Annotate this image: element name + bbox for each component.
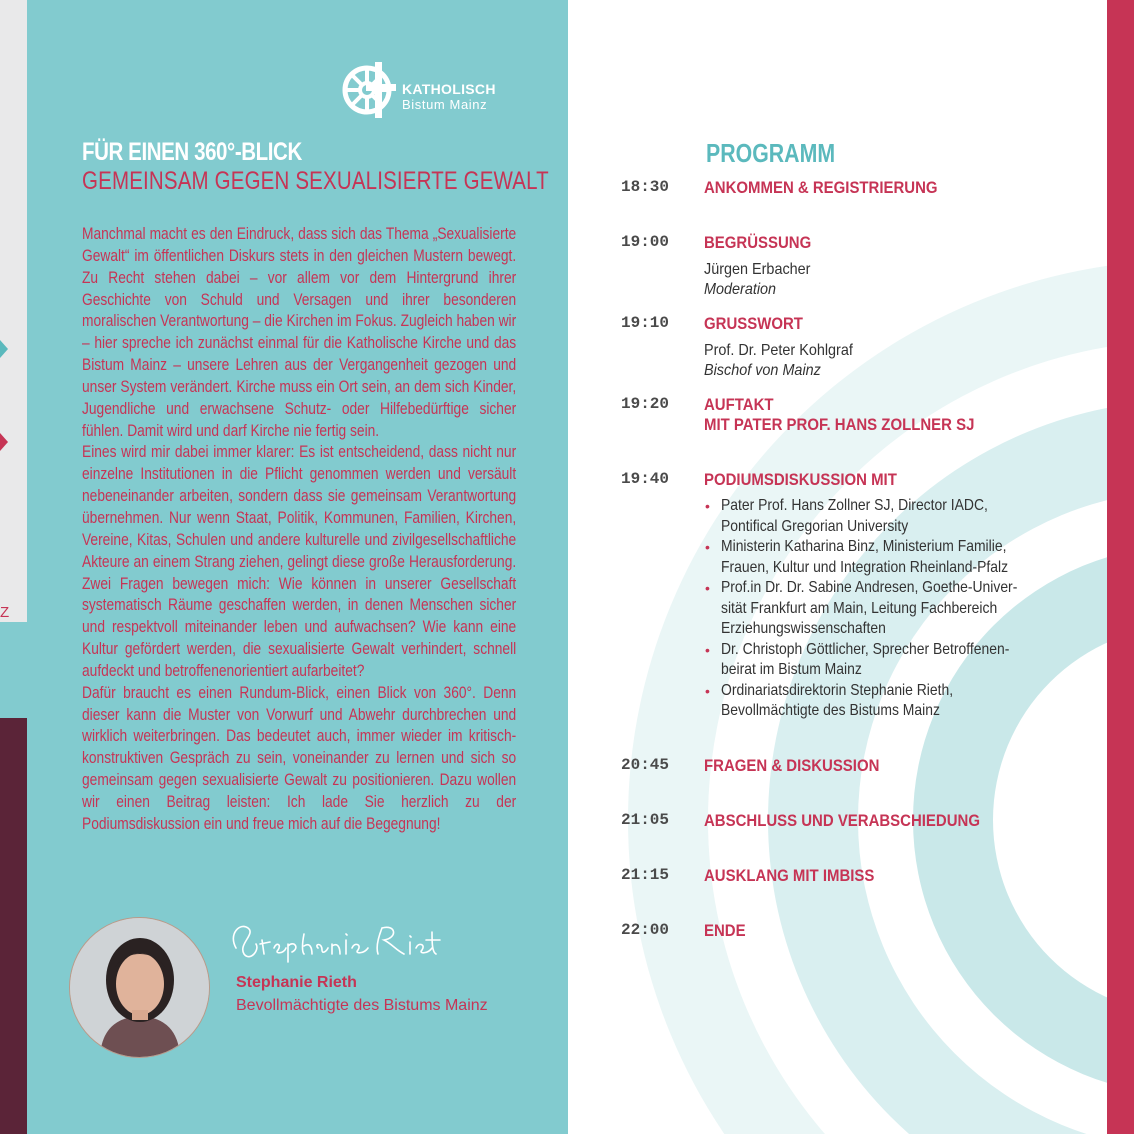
program-title: PROGRAMM (706, 138, 836, 168)
entry-time: 19:40 (621, 470, 670, 488)
entry-title: ANKOMMEN & REGISTRIERUNG (704, 178, 938, 197)
entry-title: FRAGEN & DISKUSSION (704, 756, 880, 775)
panelist-list (704, 496, 1094, 722)
entry-role: Moderation (704, 281, 777, 298)
entry-time: 21:05 (621, 811, 670, 829)
entry-title: GRUSSWORT (704, 314, 803, 333)
entry-title: ENDE (704, 921, 746, 940)
intro-paragraph-2: Eines wird mir dabei immer klarer: Es ist entscheidend, dass nicht nur einzelne Institutionen in die Pflicht genommen werden und versäult nebeneinander arbeiten, sondern dass sie gemeinsam Verantwortung übernehmen. Nur wenn Staat, Politik, Kommunen, Familien, Kirchen, Vereine, Kitas, Schulen und andere kulturelle und zivilgesellschaftliche Akteure an einem Strang ziehen, gelingt diese große Herausforderung. Zwei Fragen bewegen mich: Wie können in unserer Gesellschaft systematisch Räume geschaffen werden, in denen Menschen sicher und respektvoll miteinander leben und aufwachsen? Wie kann eine Kultur gefördert werden, die sexualisierte Gewalt verhindert, schnell aufdeckt und betroffenenorientiert aufarbeitet? (82, 443, 516, 680)
entry-time: 22:00 (621, 921, 670, 939)
entry-time: 19:20 (621, 395, 670, 413)
entry-time: 19:00 (621, 233, 670, 251)
entry-title: ABSCHLUSS UND VERABSCHIEDUNG (704, 811, 980, 830)
panelist-item: • Dr. Christoph Göttlicher, Sprecher Betroffenen- beirat im Bistum Mainz (705, 640, 1010, 678)
entry-role: Bischof von Mainz (704, 362, 821, 379)
intro-paragraph-1: Manchmal macht es den Eindruck, dass sich das Thema „Sexualisierte Gewalt“ im öffentlichen Diskurs stets in den gleichen Mustern bewegt. Zu Recht stehen dabei – vor allem vor dem Hintergrund ihrer Geschichte von Schuld und Versagen und ihrer besonderen moralischen Verantwortung – die Kirchen im Fokus. Zugleich haben wir – hier spreche ich zunächst einmal für die Katholische Kirche und das Bistum Mainz – unsere Lehren aus der Vergangenheit gezogen und unser System verändert. Kirche muss ein Ort sein, an dem sich Kinder, Jugendliche und erwachsene Schutz- oder Hilfebedürftige sicher fühlen. Damit wird und darf Kirche nie fertig sein. (82, 225, 516, 440)
entry-title: BEGRÜSSUNG (704, 233, 812, 252)
intro-paragraph-3: Dafür braucht es einen Rundum-Blick, einen Blick von 360°. Denn dieser kann die Muster von Vorwurf und Abwehr durchbrechen und wirklich weiterbringen. Das bedeutet auch, immer wieder im kritisch-konstruktiven Gespräch zu sein, voneinander zu lernen und sich so gemeinsam gegen sexualisierte Gewalt zu positionieren. Dazu wollen wir einen Beitrag leisten: Ich lade Sie herzlich zu der Podiumsdiskussion ein und freue mich auf die Begegnung! (82, 683, 516, 833)
entry-person: Prof. Dr. Peter Kohlgraf (704, 342, 853, 359)
headline-crimson: GEMEINSAM GEGEN SEXUALISIERTE GEWALT (82, 167, 549, 195)
entry-title-line-2: MIT PATER PROF. HANS ZOLLNER SJ (704, 415, 975, 434)
signer-name: Stephanie Rieth (236, 974, 357, 991)
entry-time: 20:45 (621, 756, 670, 774)
entry-person: Jürgen Erbacher (704, 261, 811, 278)
edge-letter: Z (0, 604, 10, 621)
entry-title: AUSKLANG MIT IMBISS (704, 866, 875, 885)
entry-time: 19:10 (621, 314, 670, 332)
entry-title: PODIUMSDISKUSSION MIT (704, 470, 897, 489)
panelist-item: • Prof.in Dr. Dr. Sabine Andresen, Goethe-Univer- sität Frankfurt am Main, Leitung Fachbereich Erziehungswissenschaften (705, 579, 1018, 637)
panelist-item: • Ordinariatsdirektorin Stephanie Rieth, Bevollmächtigte des Bistums Mainz (705, 681, 954, 719)
entry-time: 18:30 (621, 178, 670, 196)
logo-line-2: Bistum Mainz (402, 97, 488, 112)
panelist-item: • Ministerin Katharina Binz, Ministerium Familie, Frauen, Kultur und Integration Rheinland-Pfalz (705, 538, 1009, 576)
panelist-item: • Pater Prof. Hans Zollner SJ, Director IADC, Pontifical Gregorian University (705, 497, 988, 535)
headline-white: FÜR EINEN 360°-BLICK (82, 138, 302, 166)
entry-time: 21:15 (621, 866, 670, 884)
signer-role: Bevollmächtigte des Bistums Mainz (236, 997, 488, 1014)
logo-line-1: KATHOLISCH (402, 81, 496, 97)
entry-title: AUFTAKT (704, 395, 774, 414)
